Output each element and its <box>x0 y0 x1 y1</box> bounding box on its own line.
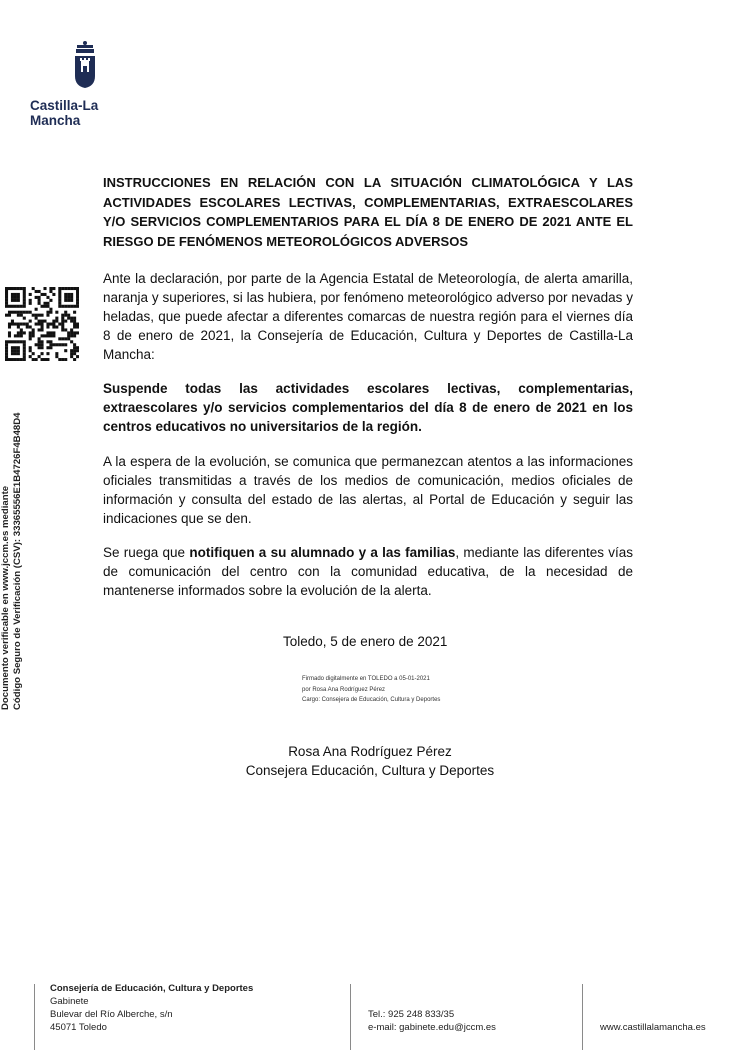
logo-text: Castilla-La Mancha <box>30 98 99 128</box>
footer-street: Bulevar del Río Alberche, s/n <box>50 1009 173 1020</box>
document-title: INSTRUCCIONES EN RELACIÓN CON LA SITUACIÓN CLIMATOLÓGICA Y LAS ACTIVIDADES ESCOLARES LECTIVAS, COMPLEMENTARIAS, EXTRAESCOLARES Y/O SERVICIOS COMPLEMENTARIOS PARA EL DÍA 8 DE ENERO DE 2021 ANTE EL RIESGO DE FENÓMENOS METEOROLÓGICOS ADVERSOS <box>103 175 633 249</box>
signature-line-2: por Rosa Ana Rodríguez Pérez <box>302 686 386 693</box>
footer-address <box>50 982 253 1034</box>
footer-dept: Gabinete <box>50 996 89 1007</box>
verification-line-1: Documento verificable en www.jccm.es mediante <box>0 485 11 710</box>
footer-phone: Tel.: 925 248 833/35 <box>368 1009 455 1020</box>
digital-signature-stamp <box>302 674 462 706</box>
request-text-bold: notifiquen a su alumnado y a las familias <box>189 545 456 560</box>
footer-city: 45071 Toledo <box>50 1022 107 1033</box>
request-text-post: , mediante las diferentes vías de comunicación del centro con la comunidad educativa, de la necesidad de mantenerse informados sobre la evolución de la alerta. <box>103 545 633 598</box>
qr-code <box>5 287 79 361</box>
document-date: Toledo, 5 de enero de 2021 <box>283 634 448 649</box>
paragraph-suspension: Suspende todas las actividades escolares lectivas, complementarias, extraescolares y/o servicios complementarios del día 8 de enero de 2021 en los centros educativos no universitarios de la región. <box>103 381 633 434</box>
footer-divider <box>350 984 351 1050</box>
signature-line-1: Firmado digitalmente en TOLEDO a 05-01-2021 <box>302 676 430 682</box>
footer-contact <box>368 1008 496 1034</box>
coat-of-arms-icon <box>72 40 98 90</box>
signer-name: Rosa Ana Rodríguez Pérez <box>288 744 452 759</box>
request-text-pre: Se ruega que <box>103 545 190 560</box>
footer <box>0 978 742 1052</box>
footer-org: Consejería de Educación, Cultura y Deportes <box>50 983 254 994</box>
signer-role: Consejera Educación, Cultura y Deportes <box>245 763 495 778</box>
paragraph-declaration: Ante la declaración, por parte de la Agencia Estatal de Meteorología, de alerta amarilla, naranja y superiores, si las hubiera, por fenómeno meteorológico adverso por nevadas y heladas, que puede afectar a diferentes comarcas de nuestra región para el viernes día 8 de enero de 2021, la Consejería de Educación, Cultura y Deportes de Castilla-La Mancha: <box>103 271 633 362</box>
footer-web[interactable]: www.castillalamancha.es <box>600 1022 706 1033</box>
footer-email[interactable]: e-mail: gabinete.edu@jccm.es <box>368 1022 496 1033</box>
footer-divider <box>582 984 583 1050</box>
signature-line-3: Cargo: Consejera de Educación, Cultura y Deportes <box>302 697 441 703</box>
logo <box>30 40 150 128</box>
footer-divider <box>34 984 35 1050</box>
paragraph-awaiting: A la espera de la evolución, se comunica que permanezcan atentos a las informaciones oficiales transmitidas a través de los medios de comunicación, medios oficiales de información y consulta del estado de las alertas, al Portal de Educación y seguir las indicaciones que se den. <box>103 454 633 526</box>
paragraph-request <box>103 543 633 600</box>
verification-side-text <box>0 370 23 710</box>
verification-line-2: Código Seguro de Verificación (CSV): 33365556E1B4726F4B48D4 <box>11 412 23 710</box>
